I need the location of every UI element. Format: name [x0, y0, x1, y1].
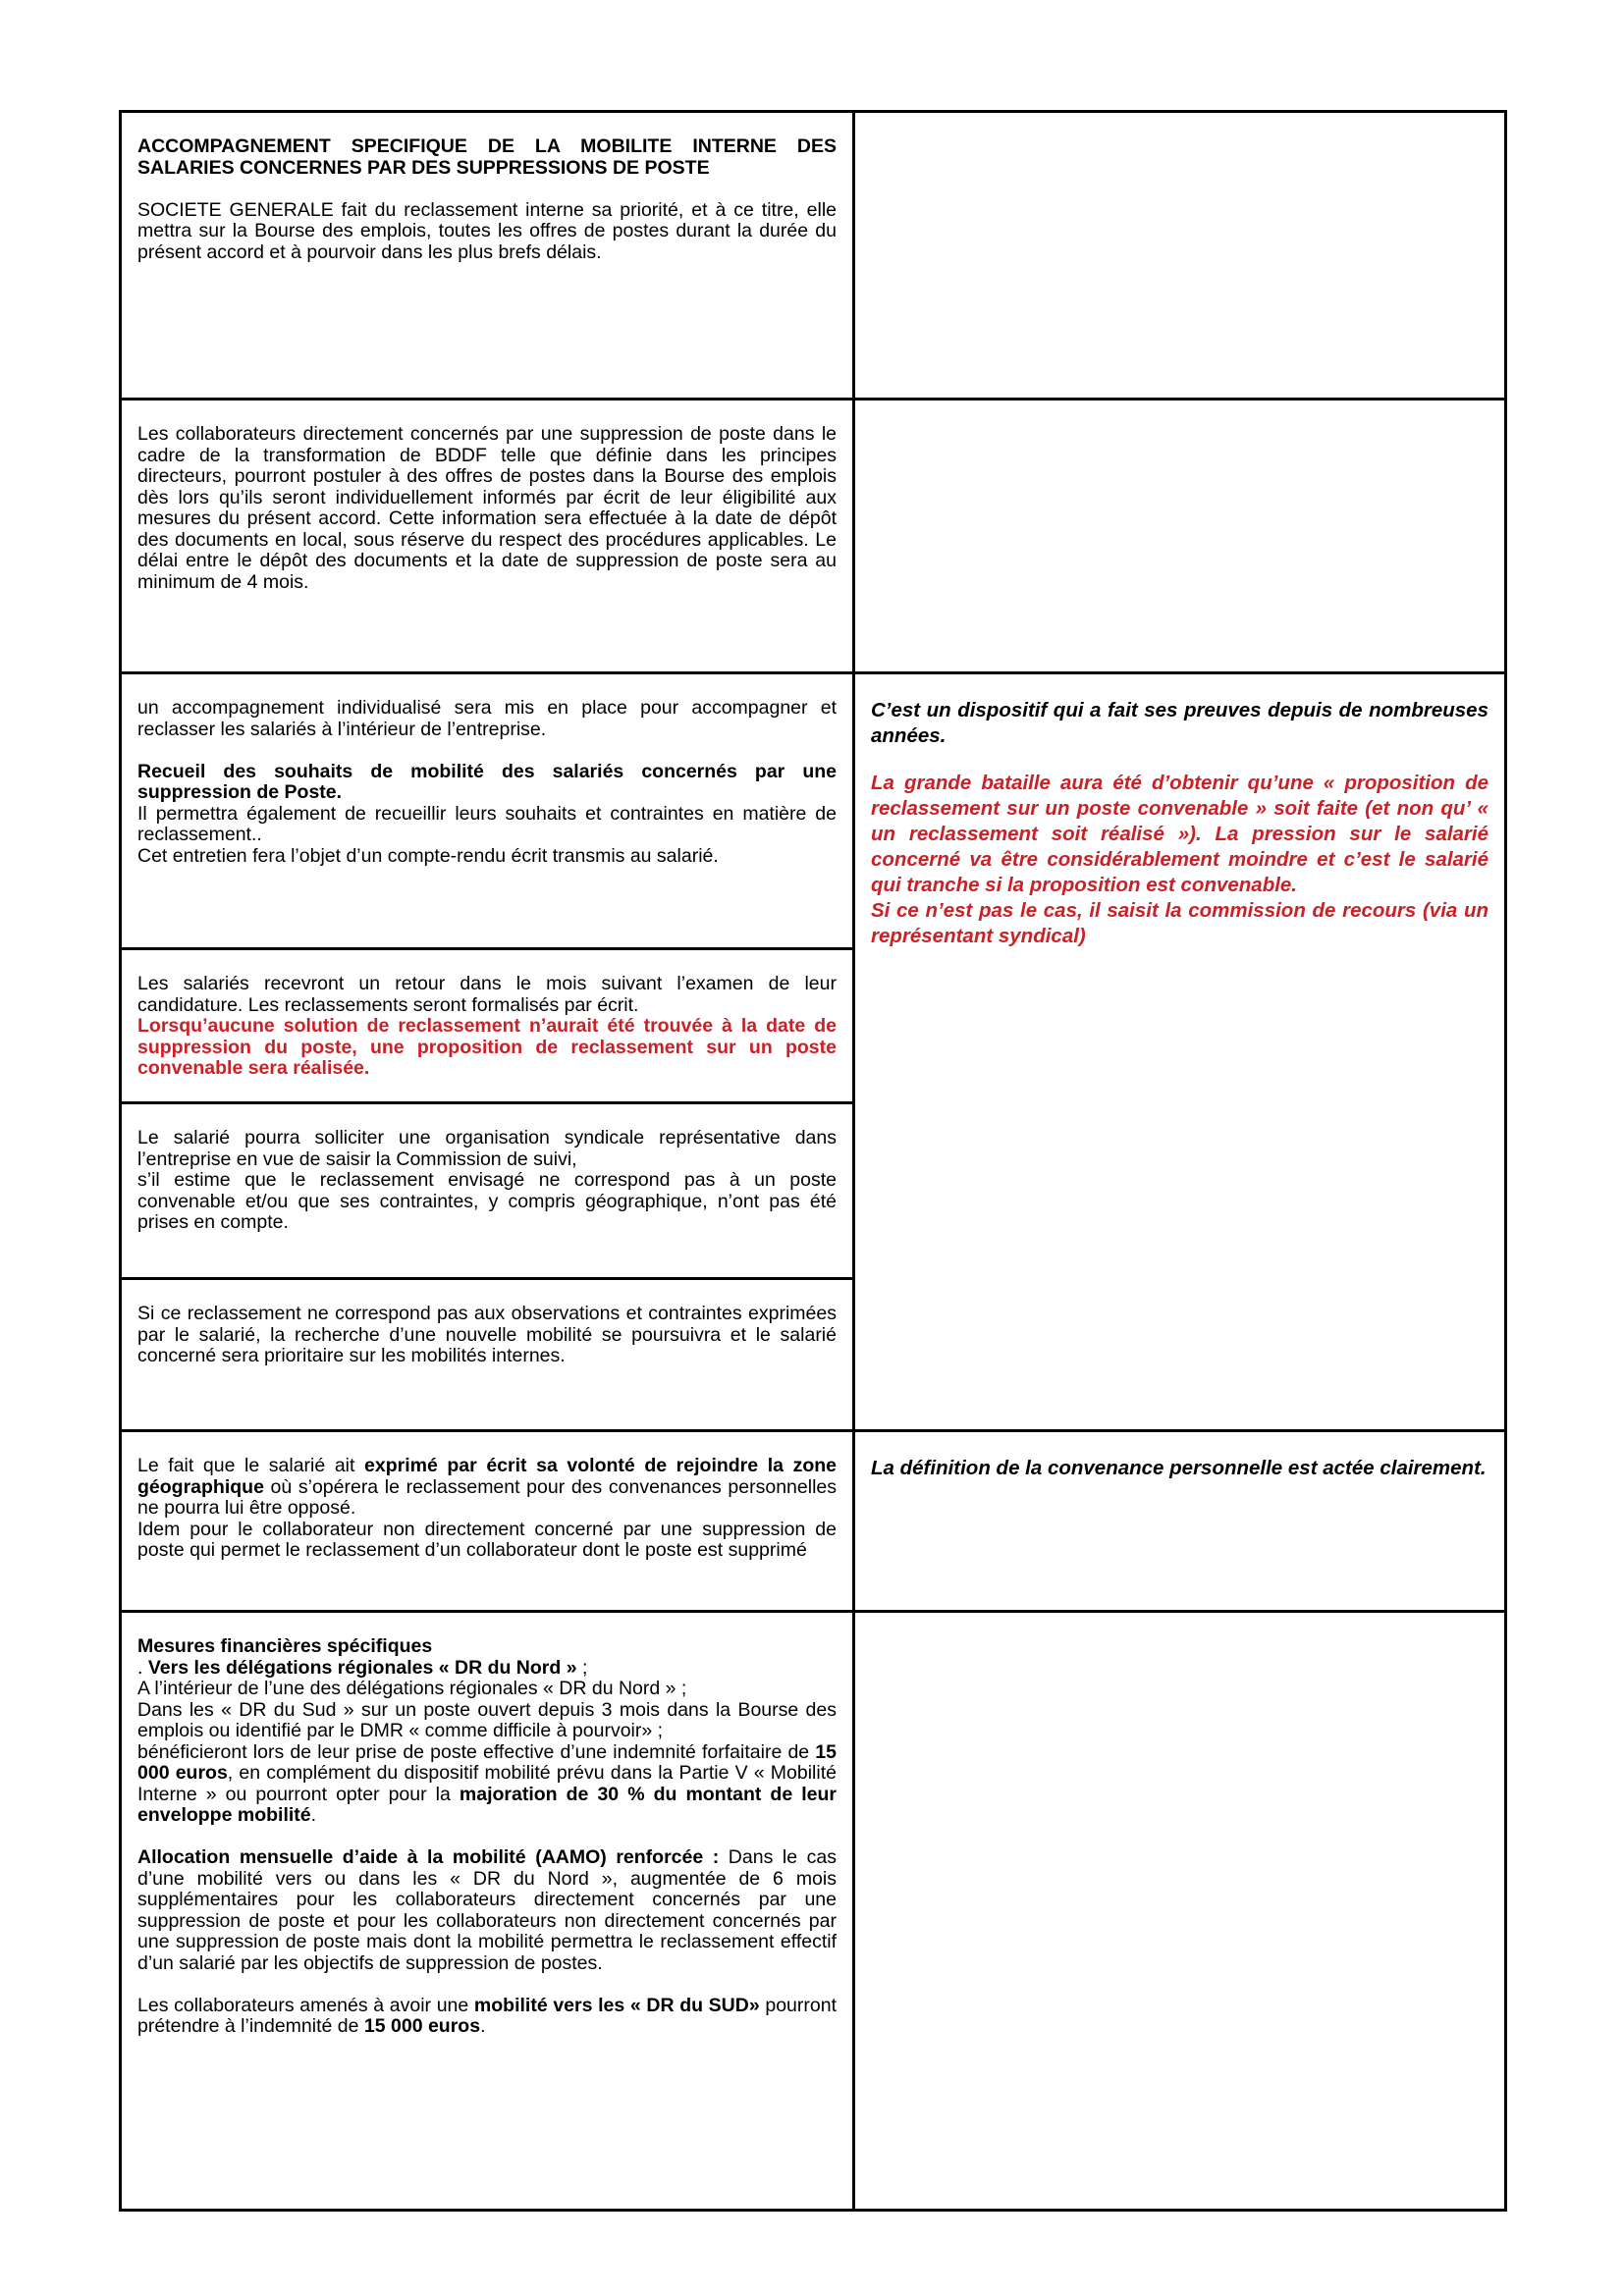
empty-comment-cell: [854, 1612, 1506, 2211]
text-run: Dans le cas d’une mobilité vers ou dans les « DR du Nord », augmentée de 6 mois supplémentaires pour les collaborateurs directement concernés par une suppression de poste et pour les collaborateurs non directement concernés par une suppression de poste mais dont la mobilité permettra le reclassement effectif d’un salarié par les objectifs de suppression de postes.: [137, 1846, 837, 1974]
paragraph-accompagnement: un accompagnement individualisé sera mis en place pour accompagner et reclasser les salariés à l’intérieur de l’entreprise.: [137, 697, 837, 740]
paragraph-le-fait: [137, 1456, 837, 1520]
text-run: Les collaborateurs amenés à avoir une: [137, 1994, 474, 2016]
comment-cell-dispositif: [854, 673, 1506, 1431]
paragraph-permettra: Il permettra également de recueillir leurs souhaits et contraintes en matière de reclassement..: [137, 802, 837, 845]
cell-organisation-syndicale: [121, 1103, 854, 1279]
text-run: pourront prétendre à l’indemnité de: [137, 1994, 837, 2037]
text-run-bold: 15 000 euros: [363, 2015, 481, 2037]
paragraph-societe-generale: SOCIETE GENERALE fait du reclassement interne sa priorité, et à ce titre, elle mettra sur la Bourse des emplois, toutes les offres de postes durant la durée du présent accord et à pourvoir dans les plus brefs délais.: [137, 198, 837, 263]
cell-zone-geographique: [121, 1431, 854, 1612]
table-row: [121, 673, 1506, 949]
table-row: [121, 112, 1506, 400]
paragraph-beneficieront: [137, 1742, 837, 1827]
paragraph-spacer: [137, 179, 837, 200]
text-run: Le fait que le salarié ait: [137, 1455, 365, 1476]
paragraph-si-ce-reclassement: Si ce reclassement ne correspond pas aux observations et contraintes exprimées par le salarié, la recherche d’une nouvelle mobilité se poursuivra et le salarié concerné sera prioritaire sur les mobilités internes.: [137, 1303, 837, 1366]
cell-accompagnement-individualise: [121, 673, 854, 949]
text-run: , en complément du dispositif mobilité prévu dans la Partie V « Mobilité Interne » ou pourront opter pour la: [137, 1762, 837, 1805]
cell-retour-candidature: [121, 949, 854, 1103]
cell-collaborateurs-concernes: [121, 400, 854, 673]
text-run: .: [480, 2015, 486, 2037]
text-run: .: [310, 1804, 317, 1826]
paragraph-mobilite-sud: [137, 1996, 837, 2038]
line-interieur-delegations: A l’intérieur de l’une des délégations régionales « DR du Nord » ;: [137, 1678, 687, 1699]
text-run-bold: mobilité vers les « DR du SUD»: [473, 1994, 760, 2016]
paragraph-spacer: [137, 740, 837, 762]
empty-comment-cell: [854, 400, 1506, 673]
table-row: [121, 1431, 1506, 1612]
empty-comment-cell: [854, 112, 1506, 400]
paragraph-aamo: [137, 1847, 837, 1974]
text-run-bold: Vers les délégations régionales « DR du Nord »: [147, 1656, 577, 1679]
table-row: [121, 400, 1506, 673]
paragraph-lorsqu-aucune-solution: Lorsqu’aucune solution de reclassement n’aurait été trouvée à la date de suppression du poste, une proposition de reclassement sur un poste convenable sera réalisée.: [137, 1015, 837, 1079]
agreement-comparison-table: [119, 110, 1507, 2212]
text-run-bold: majoration de 30 % du montant de leur enveloppe mobilité: [137, 1783, 837, 1826]
paragraph-spacer: [137, 1974, 837, 1996]
paragraph-retour: Les salariés recevront un retour dans le mois suivant l’examen de leur candidature. Les reclassements seront formalisés par écrit.: [137, 973, 837, 1016]
section-title: ACCOMPAGNEMENT SPECIFIQUE DE LA MOBILITE INTERNE DES SALARIES CONCERNES PAR DES SUPPRESSIONS DE POSTE: [137, 135, 837, 179]
comment-cell-convenance: [854, 1431, 1506, 1612]
paragraph-entretien: Cet entretien fera l’objet d’un compte-rendu écrit transmis au salarié.: [137, 844, 719, 867]
line-vers-dr-nord: [137, 1658, 837, 1680]
comment-commission-recours: Si ce n’est pas le cas, il saisit la commission de recours (via un représentant syndical): [871, 898, 1488, 947]
text-run-bold: 15 000 euros: [137, 1740, 837, 1784]
line-dr-du-sud: Dans les « DR du Sud » sur un poste ouvert depuis 3 mois dans la Bourse des emplois ou identifié par le DMR « comme difficile à pourvoir» ;: [137, 1698, 837, 1741]
paragraph-spacer: [137, 1827, 837, 1848]
paragraph-spacer: [871, 749, 1488, 771]
paragraph-collaborateurs: Les collaborateurs directement concernés par une suppression de poste dans le cadre de la transformation de BDDF telle que définie dans les principes directeurs, pourront postuler à des offres de postes dans la Bourse des emplois dès lors qu’ils seront individuellement informés par écrit de leur éligibilité aux mesures du présent accord. Cette information sera effectuée à la date de dépôt des documents en local, sous réserve du respect des procédures applicables. Le délai entre le dépôt des documents et la date de suppression de poste sera au minimum de 4 mois.: [137, 423, 837, 593]
paragraph-idem: Idem pour le collaborateur non directement concerné par une suppression de poste qui permet le reclassement d’un collaborateur dont le poste est supprimé: [137, 1518, 837, 1561]
text-run-bold: Allocation mensuelle d’aide à la mobilité (AAMO) renforcée :: [137, 1846, 720, 1868]
comment-definition-convenance: La définition de la convenance personnelle est actée clairement.: [871, 1457, 1487, 1479]
table-row: [121, 1612, 1506, 2211]
cell-reclassement-observations: [121, 1279, 854, 1431]
cell-mesures-financieres: [121, 1612, 854, 2211]
subheading-mesures-financieres: Mesures financières spécifiques: [137, 1635, 433, 1657]
comment-grande-bataille: La grande bataille aura été d’obtenir qu’une « proposition de reclassement sur un poste convenable » soit faite (et non qu’ « un reclassement soit réalisé »). La pression sur le salarié concerné va être considérablement moindre et c’est le salarié qui tranche si la proposition est convenable.: [871, 771, 1488, 896]
cell-section-title: [121, 112, 854, 400]
comment-dispositif: C’est un dispositif qui a fait ses preuves depuis de nombreuses années.: [871, 699, 1488, 747]
paragraph-s-il-estime: s’il estime que le reclassement envisagé ne correspond pas à un poste convenable et/ou que ses contraintes, y compris géographique, n’ont pas été prises en compte.: [137, 1169, 837, 1233]
text-run: où s’opérera le reclassement pour des convenances personnelles ne pourra lui être opposé.: [137, 1475, 837, 1519]
text-run: ;: [576, 1656, 588, 1679]
paragraph-solliciter: Le salarié pourra solliciter une organisation syndicale représentative dans l’entreprise en vue de saisir la Commission de suivi,: [137, 1127, 837, 1170]
text-run: bénéficieront lors de leur prise de poste effective d’une indemnité forfaitaire de: [137, 1740, 816, 1763]
text-run: .: [137, 1656, 148, 1679]
subheading-recueil-souhaits: Recueil des souhaits de mobilité des salariés concernés par une suppression de Poste.: [137, 760, 837, 803]
text-run-bold: exprimé par écrit sa volonté de rejoindre la zone géographique: [137, 1455, 837, 1498]
